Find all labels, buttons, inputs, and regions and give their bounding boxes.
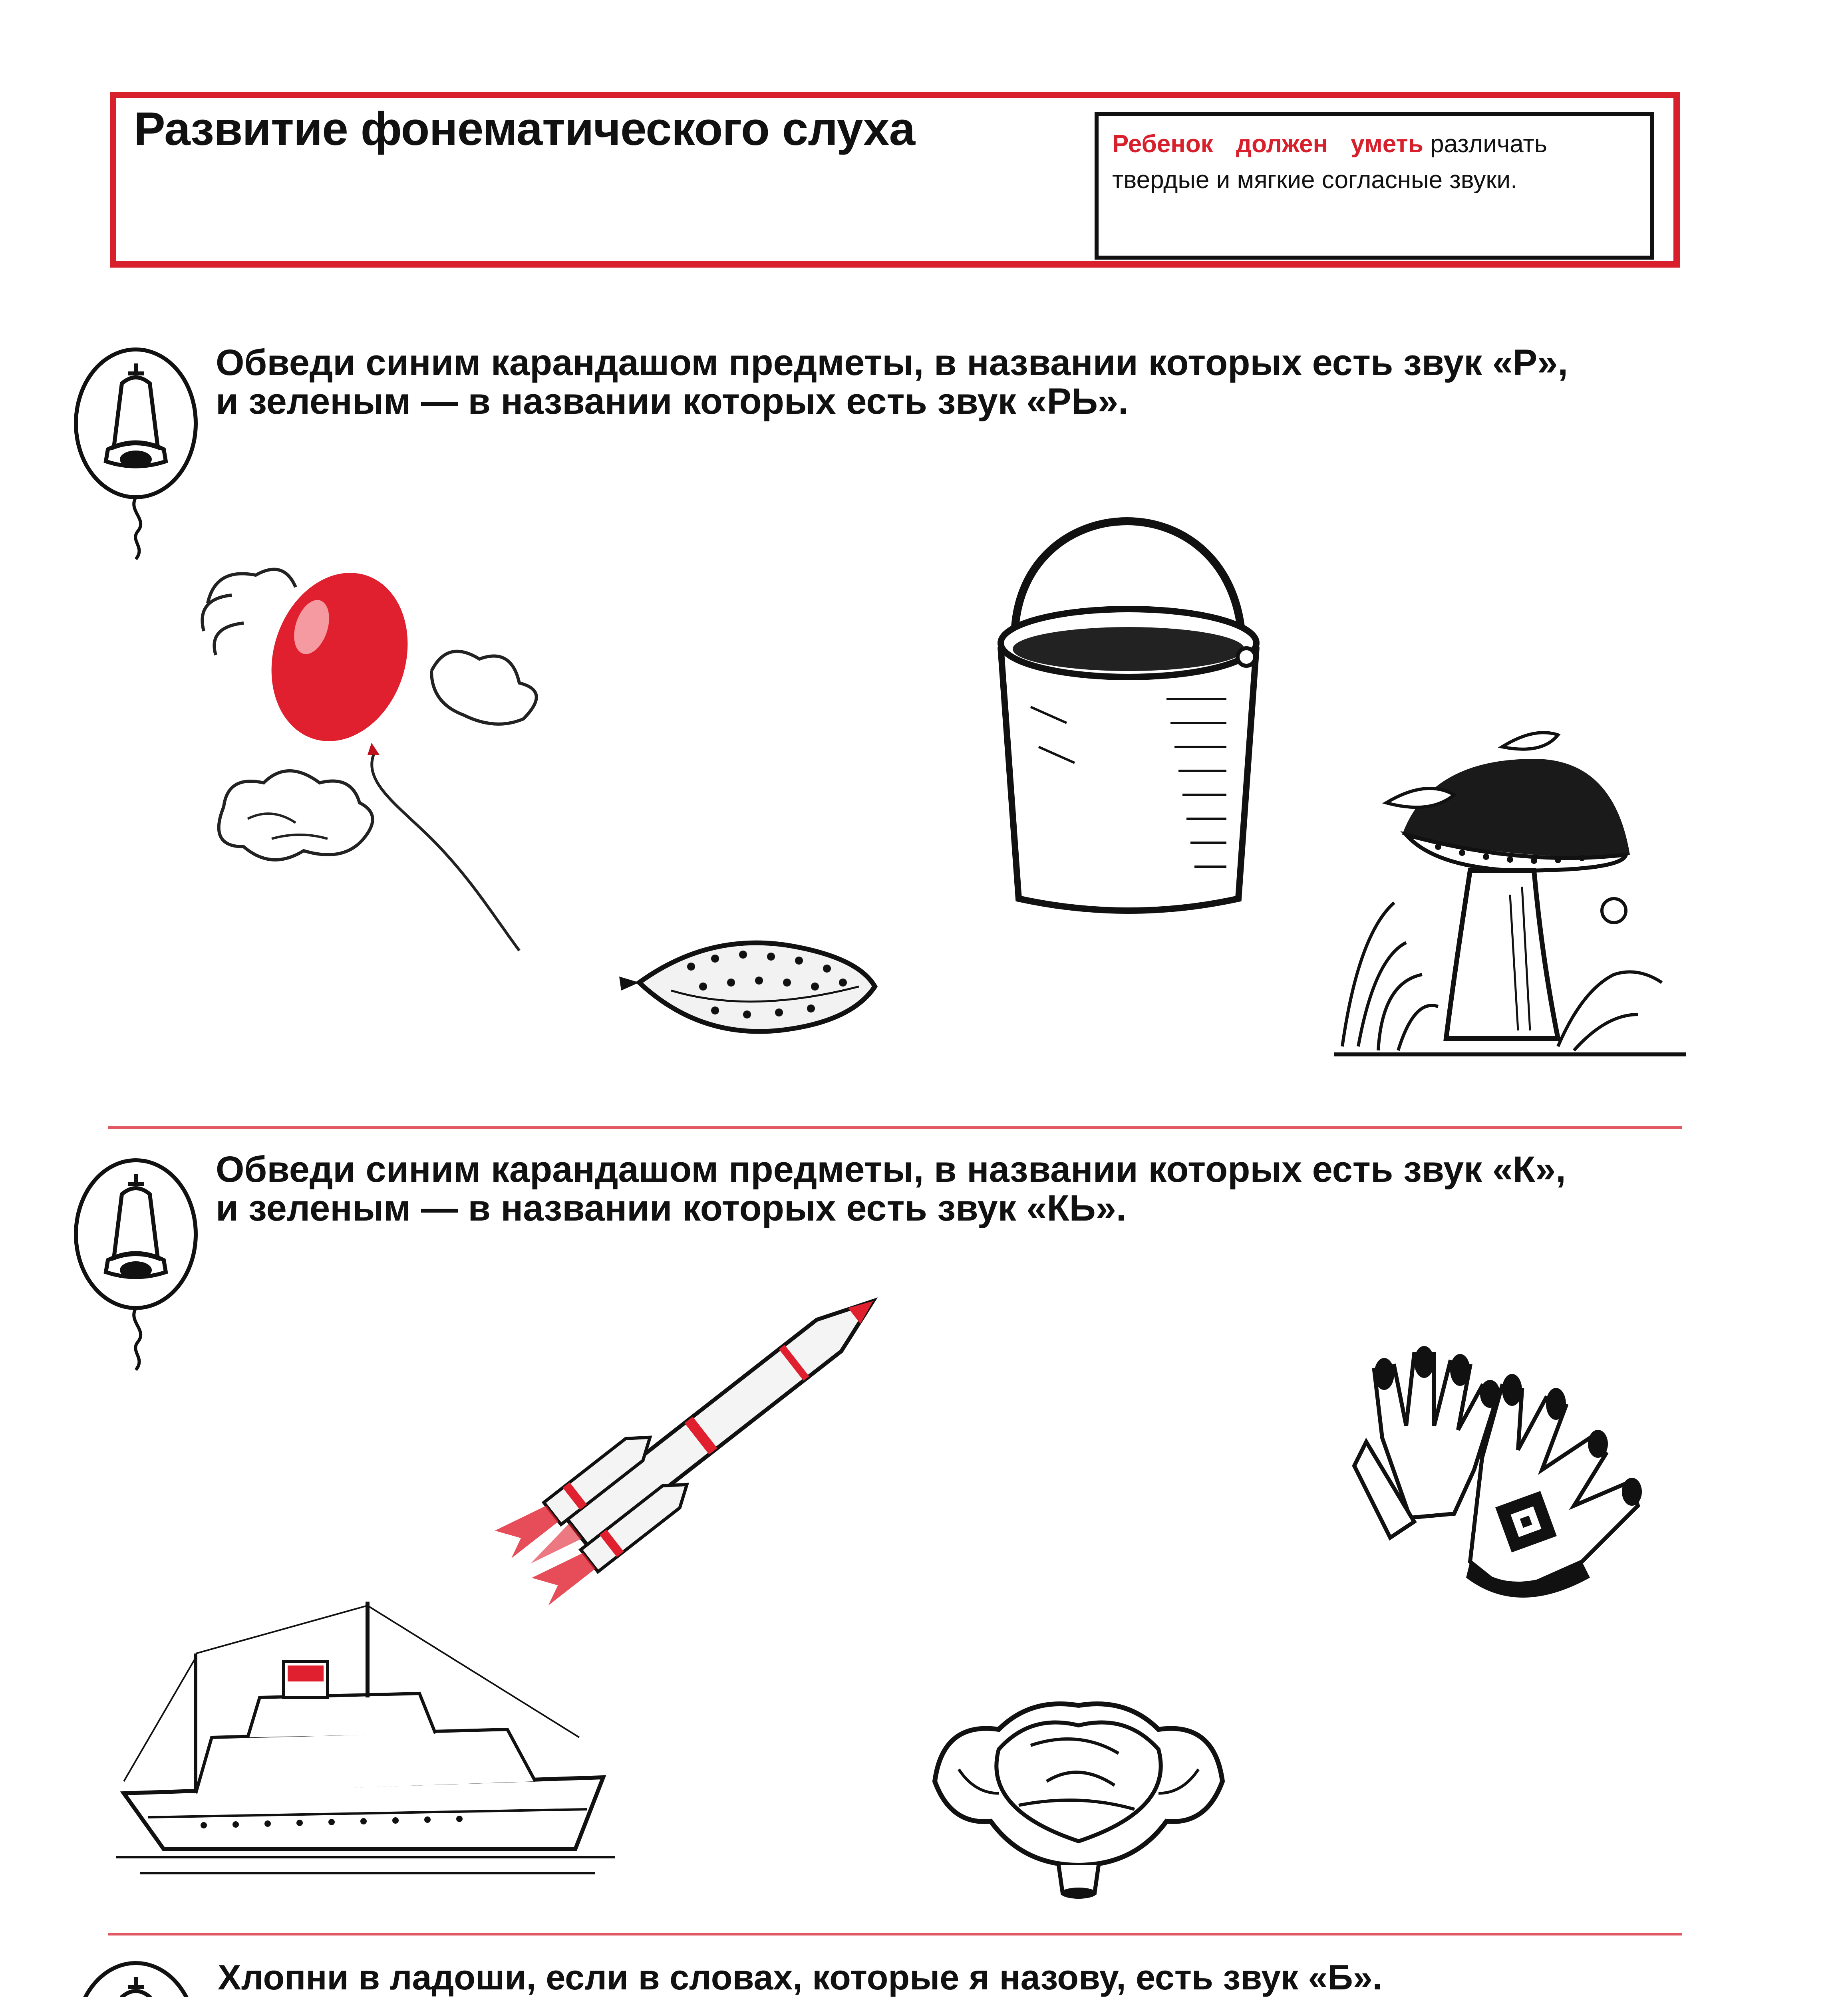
task1-line2: и зеленым — в названии которых есть звук «РЬ». xyxy=(216,381,1129,422)
bell-icon xyxy=(68,339,204,563)
task2-line2: и зеленым — в названии которых есть звук «КЬ». xyxy=(216,1187,1127,1229)
skill-lead: Ребенок должен уметь xyxy=(1112,130,1423,158)
cucumber-illustration xyxy=(611,923,891,1050)
page-title: Развитие фонематического слуха xyxy=(134,103,915,155)
cabbage-illustration xyxy=(927,1689,1230,1913)
balloon-illustration xyxy=(192,559,551,975)
task2-line1: Обведи синим карандашом предметы, в названии которых есть звук «К», xyxy=(216,1149,1566,1190)
section-divider xyxy=(108,1126,1682,1129)
task1-instruction xyxy=(216,343,1568,421)
ship-illustration xyxy=(116,1594,619,1897)
rocket-illustration xyxy=(471,1270,935,1598)
skill-box xyxy=(1095,112,1654,260)
mushroom-illustration xyxy=(1334,735,1694,1062)
task2-instruction xyxy=(216,1150,1566,1227)
gloves-illustration xyxy=(1350,1338,1670,1618)
skill-text: различать твердые и мягкие согласные звуки. xyxy=(1112,130,1548,194)
bell-icon xyxy=(68,1150,204,1374)
section-divider xyxy=(108,1933,1682,1935)
bell-icon xyxy=(68,1953,204,1997)
task3-instruction: Хлопни в ладоши, если в словах, которые я назову, есть звук «Б». xyxy=(218,1957,1383,1997)
task1-line1: Обведи синим карандашом предметы, в названии которых есть звук «Р», xyxy=(216,342,1568,383)
bucket-illustration xyxy=(987,499,1274,939)
